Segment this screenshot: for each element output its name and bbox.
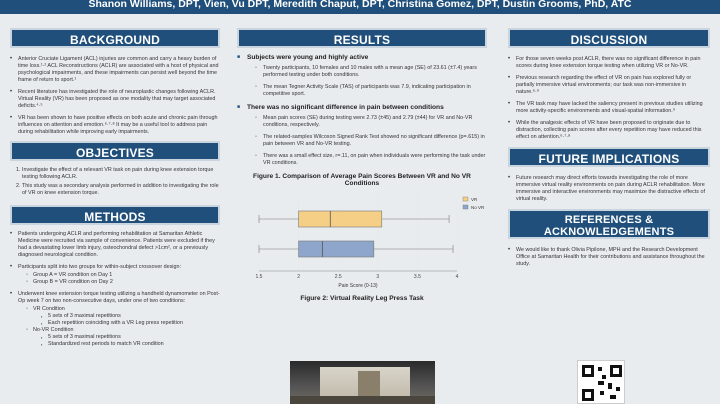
list-item: • Recent literature has investigated the role of neuroplastic changes following ACLR. Virtual Reality (VR) has been proposed as one modality that may target associated deficits.⁴·⁵ [10, 89, 220, 110]
discussion-list [508, 56, 710, 141]
list-item: 2. This study was a secondary analysis performed in addition to investigating the role of VR on knee extension torque. [22, 183, 220, 197]
figure1-caption: Figure 1. Comparison of Average Pain Scores Between VR and No VR Conditions [253, 173, 471, 187]
vr-items [33, 313, 220, 327]
references-title-line2: ACKNOWLEDGEMENTS [543, 226, 675, 238]
objectives-header: OBJECTIVES [10, 141, 220, 161]
x-axis-label: Pain Score (0-13) [338, 283, 378, 289]
list-item: • We would like to thank Olivia Pipilone, MPH and the Research Development Office at Samaritan Health for their contributions and assistance throughout the study. [508, 247, 710, 268]
list-item [10, 264, 220, 286]
box-no-vr [299, 241, 374, 257]
list-item: • VR has been shown to have positive effects on both acute and chronic pain through influences on attention and emotion.⁶·⁷·⁸ It may be a useful tool to address pain during rehabilitation while improving early impairments. [10, 115, 220, 136]
list-item: ▪ 5 sets of 3 maximal repetitions [41, 334, 220, 341]
list-item: 1. Investigate the effect of a relevant VR task on pain during knee extension torque testing following ACLR. [22, 167, 220, 181]
qr-module [602, 375, 606, 379]
qr-module [608, 383, 612, 389]
list-item: ▪ 5 sets of 3 maximal repetitions [41, 313, 220, 320]
future-header: FUTURE IMPLICATIONS [508, 147, 710, 167]
background-list [10, 56, 220, 136]
references-list [508, 247, 710, 268]
results-list-1 [237, 65, 487, 98]
vr-leg-press-photo [290, 361, 435, 404]
left-column [10, 28, 220, 353]
x-tick-label: 2 [297, 274, 300, 280]
references-header [508, 209, 710, 239]
qr-module [616, 387, 620, 391]
list-item: • Previous research regarding the effect of VR on pain has explored fully or partially immersive virtual environments; our task was non-immersive in nature.⁶·⁹ [508, 75, 710, 96]
qr-module [600, 391, 604, 395]
results-header: RESULTS [237, 28, 487, 48]
list-item: ◦ Group A = VR condition on Day 1 [26, 272, 220, 279]
background-header: BACKGROUND [10, 28, 220, 48]
qr-module [598, 381, 604, 385]
methods-header: METHODS [10, 205, 220, 225]
list-item [26, 306, 220, 327]
results-heading-1: ■ Subjects were young and highly active [237, 54, 487, 61]
list-item: ◦ Twenty participants, 10 females and 10 males with a mean age (SE) of 23.61 (±7.4) years performed testing under both conditions. [255, 65, 487, 79]
list-item: ◦ The related-samples Wilcoxon Signed Rank Test showed no significant difference (p=.615) in pain between VR and No-VR testing. [255, 134, 487, 148]
legend-label: No VR [471, 205, 485, 210]
list-item: • For those seven weeks post ACLR, there was no significant difference in pain scores during knee extension torque testing when utilizing VR or No-VR. [508, 56, 710, 70]
photo-floor [290, 396, 435, 404]
legend-swatch [463, 197, 468, 201]
list-item [26, 327, 220, 348]
qr-finder [610, 365, 622, 377]
center-column [237, 28, 487, 302]
list-item: ◦ There was a small effect size, r=.11, on pain when individuals were performing the task under VR conditions. [255, 153, 487, 167]
references-title-line1: REFERENCES & [564, 214, 654, 226]
list-item [10, 291, 220, 348]
list-item: ▪ Standardized rest periods to match VR condition [41, 341, 220, 348]
list-item: • While the analgesic effects of VR have been proposed to originate due to distraction, collecting pain scores after every repetition may have reduced this effect on attention.⁶·⁷·⁸ [508, 120, 710, 141]
list-item: ▪ Each repetition coinciding with a VR Leg press repetition [41, 320, 220, 327]
box-vr [299, 211, 382, 227]
list-item: • Future research may direct efforts towards investigating the role of more immersive virtual reality environments on pain during ACLR rehabilitation. More immersive and interactive environments may maximize the distractive effects of virtual reality. [508, 175, 710, 203]
conditions-intro: Underwent knee extension torque testing utilizing a handheld dynamometer on Post-Op week 7 on two non-consecutive days, under one of two conditions: [18, 291, 220, 304]
methods-list [10, 231, 220, 348]
list-item: • Patients undergoing ACLR and performing rehabilitation at Samaritan Athletic Medicine were recruited via sample of convenience. Patients were excluded if they had a devastating lower limb injury, osteochondral defect >1cm², or a previously diagnosed neurological condition. [10, 231, 220, 259]
novr-items [33, 334, 220, 348]
x-tick-label: 4 [455, 274, 459, 280]
x-tick-label: 3.5 [413, 274, 421, 280]
results-list-2 [237, 115, 487, 167]
x-tick-label: 3 [376, 274, 380, 280]
qr-finder [582, 389, 594, 401]
right-column [508, 28, 710, 273]
qr-finder [582, 365, 594, 377]
list-item: • The VR task may have lacked the saliency present in previous studies utilizing more activity-specific environments and visual-spatial information.⁹ [508, 101, 710, 115]
vr-condition-label: VR Condition [33, 306, 65, 312]
list-item: ◦ Group B = VR condition on Day 2 [26, 279, 220, 286]
author-list: Shanon Williams, DPT, Vien, Vu DPT, Meredith Chaput, DPT, Christina Gomez, DPT, Dustin Grooms, PhD, ATC [88, 0, 632, 10]
list-item: ◦ Mean pain scores (SE) during testing were 2.73 (±45) and 2.79 (±44) for VR and No-VR conditions, respectively. [255, 115, 487, 129]
conditions-list [18, 306, 220, 348]
list-item: • Anterior Cruciate Ligament (ACL) injuries are common and carry a heavy burden of time loss.¹·² ACL Reconstructions (ACLR) are associated with a host of physical and psychological impairments, and these impairments can persist well beyond the time frame of return to sport.¹ [10, 56, 220, 84]
qr-module [610, 395, 616, 399]
qr-module [598, 367, 602, 371]
qr-code[interactable] [577, 360, 625, 404]
future-list [508, 175, 710, 203]
list-item: ◦ The mean Tegner Activity Scale (TAS) of participants was 7.9, indicating participation in competitive sport. [255, 84, 487, 98]
groups-list [18, 272, 220, 286]
novr-condition-label: No-VR Condition [33, 327, 74, 333]
figure2-caption: Figure 2: Virtual Reality Leg Press Task [300, 295, 424, 302]
x-tick-label: 1.5 [255, 274, 263, 280]
results-heading-2: ■ There was no significant difference in pain between conditions [237, 104, 487, 111]
groups-intro: Participants split into two groups for within-subject crossover design: [18, 264, 181, 270]
x-tick-label: 2.5 [334, 274, 342, 280]
legend-swatch [463, 205, 468, 209]
objectives-list [10, 167, 220, 197]
legend-label: VR [471, 197, 478, 202]
discussion-header: DISCUSSION [508, 28, 710, 48]
pain-score-boxplot [237, 189, 487, 294]
